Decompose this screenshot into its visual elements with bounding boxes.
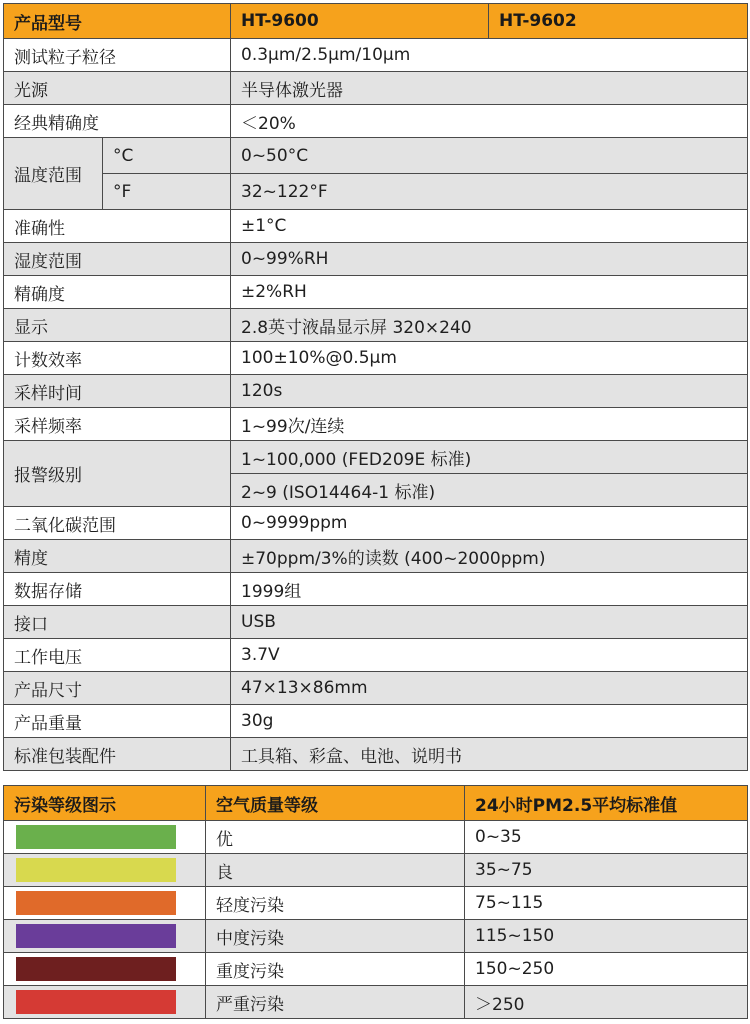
row-value: 47×13×86mm (231, 672, 748, 705)
pm25-range: ＞250 (465, 986, 748, 1019)
row-value: 3.7V (231, 639, 748, 672)
level-color-swatch (16, 924, 176, 948)
aqi-row (4, 821, 748, 854)
row-value: ＜20% (231, 105, 748, 138)
level-color-swatch (16, 891, 176, 915)
row-value: 工具箱、彩盒、电池、说明书 (231, 738, 748, 771)
swatch-cell (4, 920, 206, 953)
swatch-cell (4, 887, 206, 920)
row-value: 32~122°F (231, 174, 748, 210)
row-label: 显示 (4, 309, 231, 342)
row-label: 准确性 (4, 210, 231, 243)
row-package (4, 738, 748, 771)
aqi-row (4, 920, 748, 953)
swatch-cell (4, 854, 206, 887)
row-label: 工作电压 (4, 639, 231, 672)
aqi-header-row (4, 786, 748, 821)
spec-table (3, 3, 748, 771)
row-label: 精度 (4, 540, 231, 573)
swatch-cell (4, 953, 206, 986)
row-sample-frequency (4, 408, 748, 441)
row-accuracy-classic (4, 105, 748, 138)
row-value: 2.8英寸液晶显示屏 320×240 (231, 309, 748, 342)
pm25-range: 150~250 (465, 953, 748, 986)
aqi-row (4, 854, 748, 887)
pm25-range: 35~75 (465, 854, 748, 887)
pm25-range: 75~115 (465, 887, 748, 920)
row-label: 产品重量 (4, 705, 231, 738)
row-temp-celsius (4, 138, 748, 174)
row-label: 接口 (4, 606, 231, 639)
aqi-table (3, 785, 748, 1019)
row-co2-range (4, 507, 748, 540)
row-interface (4, 606, 748, 639)
level-color-swatch (16, 858, 176, 882)
row-label: 测试粒子粒径 (4, 39, 231, 72)
row-value: 2~9 (ISO14464-1 标准) (231, 474, 748, 507)
swatch-cell (4, 821, 206, 854)
row-temp-accuracy (4, 210, 748, 243)
quality-level: 重度污染 (206, 953, 465, 986)
row-value: 半导体激光器 (231, 72, 748, 105)
row-voltage (4, 639, 748, 672)
spec-header-row (4, 4, 748, 39)
header-label: 产品型号 (4, 4, 231, 39)
pm25-range: 0~35 (465, 821, 748, 854)
row-value: USB (231, 606, 748, 639)
row-label: 产品尺寸 (4, 672, 231, 705)
row-label: 二氧化碳范围 (4, 507, 231, 540)
aqi-row (4, 953, 748, 986)
row-humidity-range (4, 243, 748, 276)
row-label: 温度范围 (4, 138, 103, 210)
aqi-row (4, 887, 748, 920)
row-label: 报警级别 (4, 441, 231, 507)
row-label: 采样时间 (4, 375, 231, 408)
row-temp-fahrenheit (4, 174, 748, 210)
header-model-a: HT-9600 (231, 4, 489, 39)
row-value: 0~50°C (231, 138, 748, 174)
table-gap (0, 776, 750, 785)
row-label: 湿度范围 (4, 243, 231, 276)
row-light-source (4, 72, 748, 105)
quality-level: 轻度污染 (206, 887, 465, 920)
row-value: 0~99%RH (231, 243, 748, 276)
header-quality-col: 空气质量等级 (206, 786, 465, 821)
row-humidity-accuracy (4, 276, 748, 309)
aqi-row (4, 986, 748, 1019)
row-weight (4, 705, 748, 738)
row-value: 120s (231, 375, 748, 408)
unit-label: °C (103, 138, 231, 174)
row-label: 光源 (4, 72, 231, 105)
unit-label: °F (103, 174, 231, 210)
row-data-storage (4, 573, 748, 606)
quality-level: 严重污染 (206, 986, 465, 1019)
row-value: ±70ppm/3%的读数 (400~2000ppm) (231, 540, 748, 573)
level-color-swatch (16, 990, 176, 1014)
row-sample-time (4, 375, 748, 408)
row-label: 采样频率 (4, 408, 231, 441)
swatch-cell (4, 986, 206, 1019)
row-alarm-level-1 (4, 441, 748, 474)
row-label: 标准包装配件 (4, 738, 231, 771)
row-value: ±1°C (231, 210, 748, 243)
header-model-b: HT-9602 (489, 4, 748, 39)
row-label: 经典精确度 (4, 105, 231, 138)
row-size (4, 672, 748, 705)
row-value: 100±10%@0.5μm (231, 342, 748, 375)
row-label: 计数效率 (4, 342, 231, 375)
row-label: 数据存储 (4, 573, 231, 606)
row-particle-size (4, 39, 748, 72)
pm25-range: 115~150 (465, 920, 748, 953)
row-value: 1~99次/连续 (231, 408, 748, 441)
quality-level: 良 (206, 854, 465, 887)
row-value: 30g (231, 705, 748, 738)
row-label: 精确度 (4, 276, 231, 309)
header-icon-col: 污染等级图示 (4, 786, 206, 821)
row-display (4, 309, 748, 342)
row-value: 1999组 (231, 573, 748, 606)
row-count-efficiency (4, 342, 748, 375)
level-color-swatch (16, 957, 176, 981)
quality-level: 优 (206, 821, 465, 854)
row-value: 0~9999ppm (231, 507, 748, 540)
row-value: 0.3μm/2.5μm/10μm (231, 39, 748, 72)
row-co2-accuracy (4, 540, 748, 573)
quality-level: 中度污染 (206, 920, 465, 953)
level-color-swatch (16, 825, 176, 849)
row-value: 1~100,000 (FED209E 标准) (231, 441, 748, 474)
row-value: ±2%RH (231, 276, 748, 309)
header-pm25-col: 24小时PM2.5平均标准值 (465, 786, 748, 821)
